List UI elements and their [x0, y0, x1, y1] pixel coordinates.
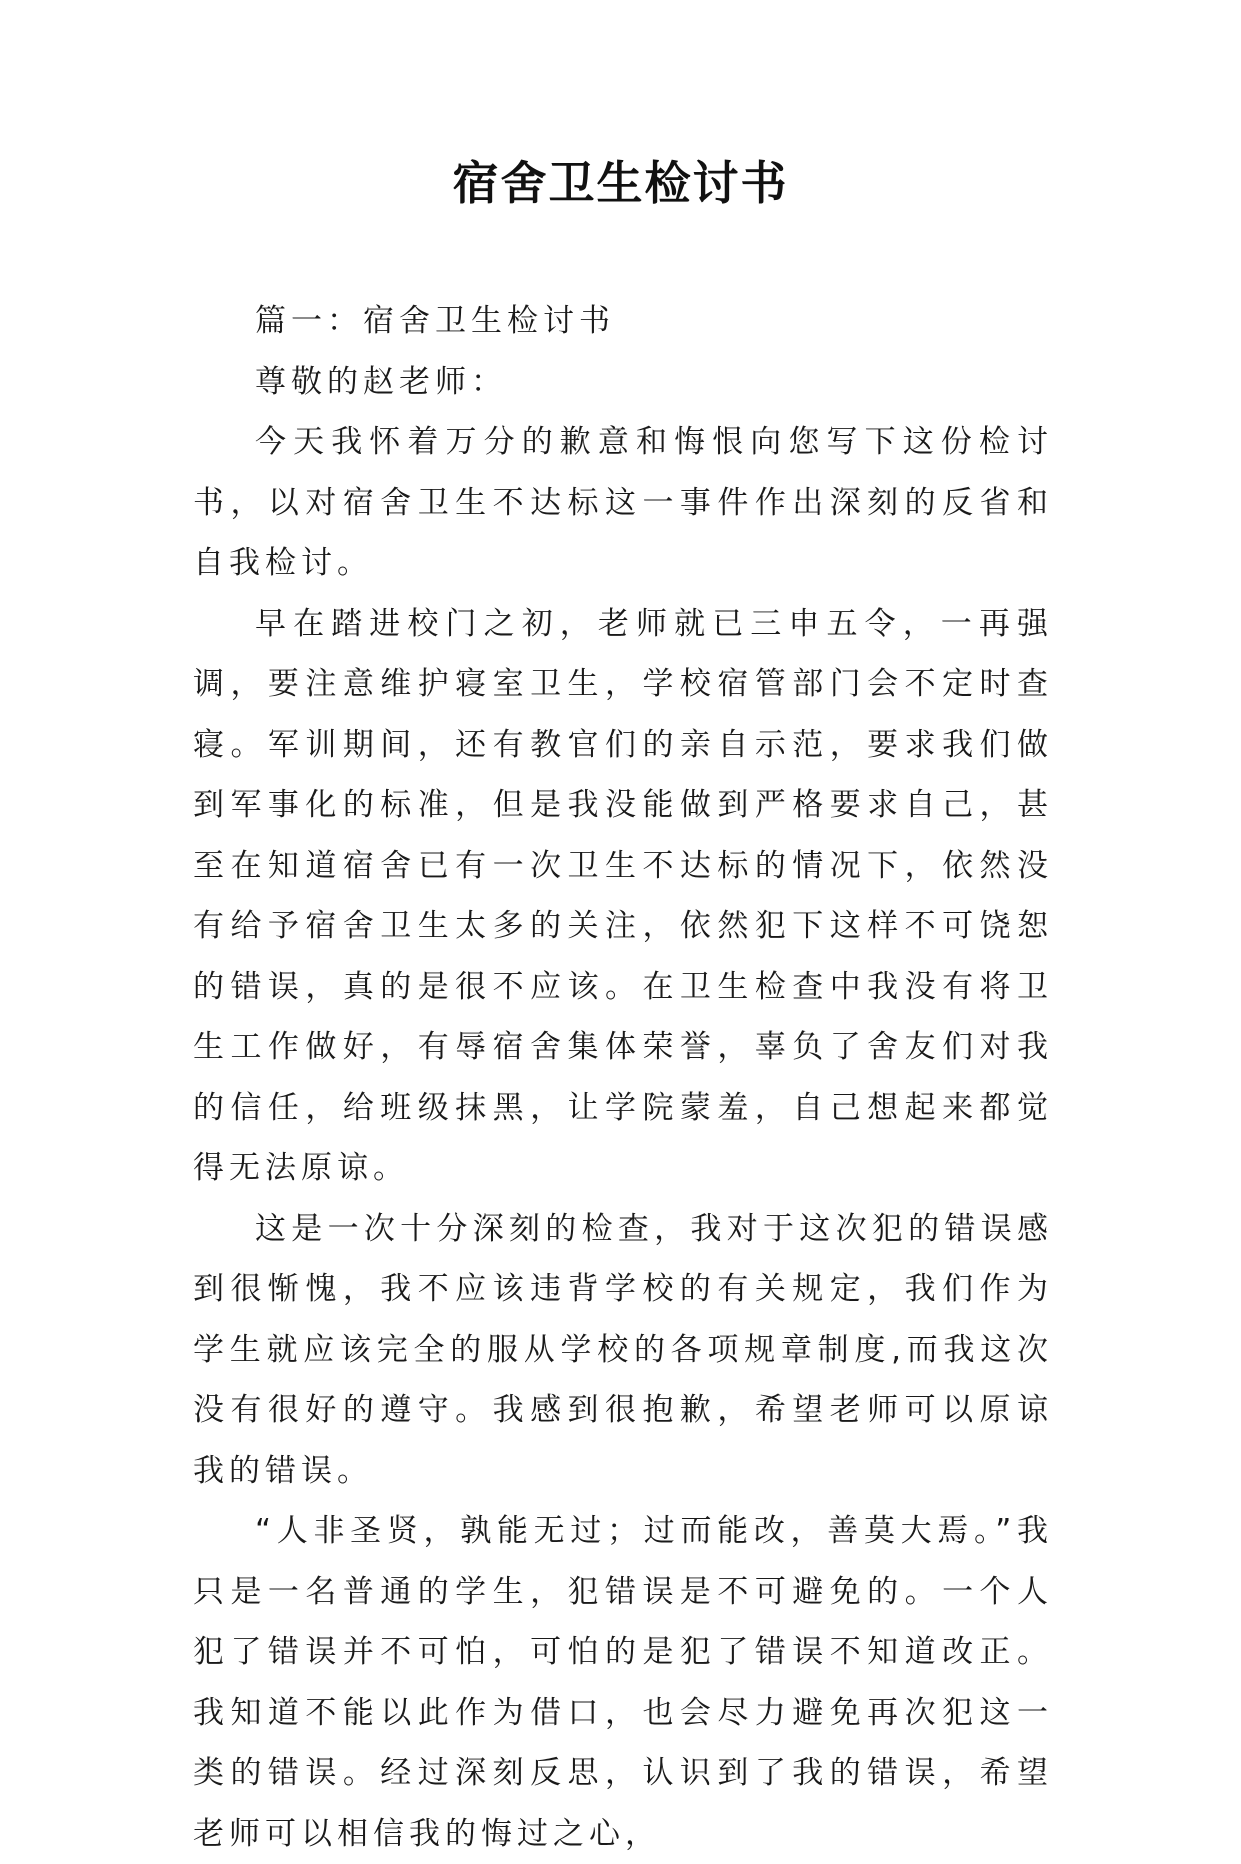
- document-body: [193, 291, 1053, 1864]
- paragraph-1: 今天我怀着万分的歉意和悔恨向您写下这份检讨书，以对宿舍卫生不达标这一事件作出深刻的反省和自我检讨。: [193, 424, 1053, 581]
- paragraph-2: 早在踏进校门之初，老师就已三申五令，一再强调，要注意维护寝室卫生，学校宿管部门会不定时查寝。军训期间，还有教官们的亲自示范，要求我们做到军事化的标准，但是我没能做到严格要求自己，甚至在知道宿舍已有一次卫生不达标的情况下，依然没有给予宿舍卫生太多的关注，依然犯下这样不可饶恕的错误，真的是很不应该。在卫生检查中我没有将卫生工作做好，有辱宿舍集体荣誉，辜负了舍友们对我的信任，给班级抹黑，让学院蒙羞，自己想起来都觉得无法原谅。: [193, 605, 1053, 1186]
- section-heading: 篇一：宿舍卫生检讨书: [255, 303, 615, 339]
- paragraph-3: 这是一次十分深刻的检查，我对于这次犯的错误感到很惭愧，我不应该违背学校的有关规定，我们作为学生就应该完全的服从学校的各项规章制度,而我这次没有很好的遵守。我感到很抱歉，希望老师可以原谅我的错误。: [193, 1210, 1053, 1489]
- document-title: 宿舍卫生检讨书: [452, 156, 789, 210]
- paragraph-4: “人非圣贤，孰能无过；过而能改，善莫大焉。”我只是一名普通的学生，犯错误是不可避免的。一个人犯了错误并不可怕，可怕的是犯了错误不知道改正。我知道不能以此作为借口，也会尽力避免再次犯这一类的错误。经过深刻反思，认识到了我的错误，希望老师可以相信我的悔过之心，: [193, 1513, 1053, 1852]
- salutation: 尊敬的赵老师：: [255, 363, 507, 400]
